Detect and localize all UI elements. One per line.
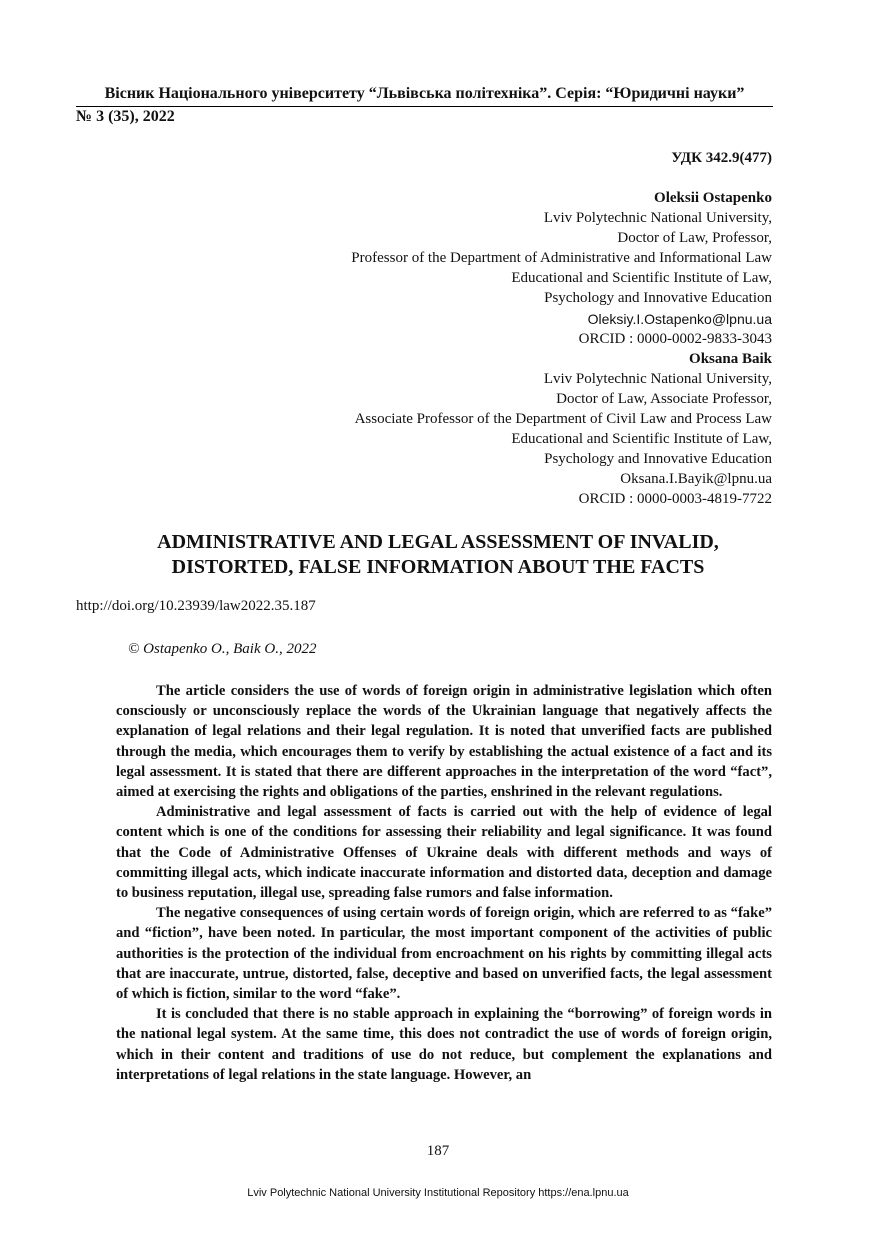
author-affiliation-line: Doctor of Law, Associate Professor, [556, 390, 772, 407]
author-orcid: ORCID : 0000-0003-4819-7722 [578, 491, 772, 508]
copyright: © Ostapenko O., Baik O., 2022 [128, 641, 317, 657]
author-affiliation-line: Educational and Scientific Institute of Law, [511, 270, 772, 287]
author-name: Oksana Baik [689, 350, 772, 367]
author-email[interactable]: Oleksiy.I.Ostapenko@lpnu.ua [587, 310, 772, 327]
abstract-paragraph: The negative consequences of using certain words of foreign origin, which are referred to as “fake” and “fiction”, have been noted. In particular, the most important component of the activities of public authorities is the protection of the individual from encroachment on his rights by committing illegal acts that are inaccurate, untrue, distorted, false, deceptive and based on unverified facts, the legal assessment of which is fiction, similar to the word “fake”. [116, 905, 772, 1003]
abstract-paragraph: It is concluded that there is no stable approach in explaining the “borrowing” of foreign words in the national legal system. At the same time, this does not contradict the use of words of foreign origin, which in their content and traditions of use do not reduce, but complement the explanations and interpretations of legal relations in the state language. However, an [116, 1006, 772, 1083]
author-2 [212, 349, 772, 510]
page-number: 187 [426, 1143, 450, 1159]
author-affiliation-line: Educational and Scientific Institute of Law, [511, 431, 772, 448]
repository-footer: Lviv Polytechnic National University Institutional Repository https://ena.lpnu.ua [247, 1187, 629, 1199]
author-orcid: ORCID : 0000-0002-9833-3043 [578, 330, 772, 347]
author-affiliation-line: Professor of the Department of Administrative and Informational Law [351, 250, 772, 267]
author-affiliation-line: Doctor of Law, Professor, [617, 230, 772, 247]
author-affiliation-line: Psychology and Innovative Education [544, 290, 772, 307]
author-name: Oleksii Ostapenko [654, 190, 772, 206]
author-affiliation-line: Psychology and Innovative Education [544, 451, 772, 468]
author-1 [212, 188, 772, 349]
author-email[interactable]: Oksana.I.Bayik@lpnu.ua [620, 471, 772, 488]
author-affiliation-line: Associate Professor of the Department of Civil Law and Process Law [354, 411, 772, 428]
abstract-paragraph: Administrative and legal assessment of facts is carried out with the help of evidence of legal content which is one of the conditions for assessing their reliability and legal significance. It was found that the Code of Administrative Offenses of Ukraine deals with different methods and ways of committing illegal acts, which indicate inaccurate information and distorted data, deception and damage to business reputation, illegal use, spreading false rumors and false information. [116, 804, 772, 902]
article-title [76, 530, 800, 580]
author-block [212, 188, 772, 510]
title-line: ADMINISTRATIVE AND LEGAL ASSESSMENT OF INVALID, [157, 531, 719, 553]
author-affiliation-line: Lviv Polytechnic National University, [543, 370, 772, 387]
title-line: DISTORTED, FALSE INFORMATION ABOUT THE FACTS [171, 556, 705, 578]
author-affiliation-line: Lviv Polytechnic National University, [543, 210, 772, 227]
abstract-paragraph: The article considers the use of words of foreign origin in administrative legislation which often consciously or unconsciously replace the words of the Ukrainian language that negatively affects the explanation of legal relations and their legal regulation. It is noted that unverified facts are published through the media, which encourages them to verify by establishing the actual existence of a fact and its legal assessment. It is stated that there are different approaches in the interpretation of the word “fact”, aimed at exercising the rights and obligations of the parties, enshrined in the relevant regulations. [116, 683, 772, 801]
issue-number: № 3 (35), 2022 [76, 108, 175, 125]
doi-link[interactable]: http://doi.org/10.23939/law2022.35.187 [76, 598, 316, 614]
abstract [116, 681, 772, 1085]
udk-code: УДК 342.9(477) [671, 150, 772, 166]
journal-header: Вісник Національного університету “Львівська політехніка”. Серія: “Юридичні науки” [76, 85, 773, 107]
